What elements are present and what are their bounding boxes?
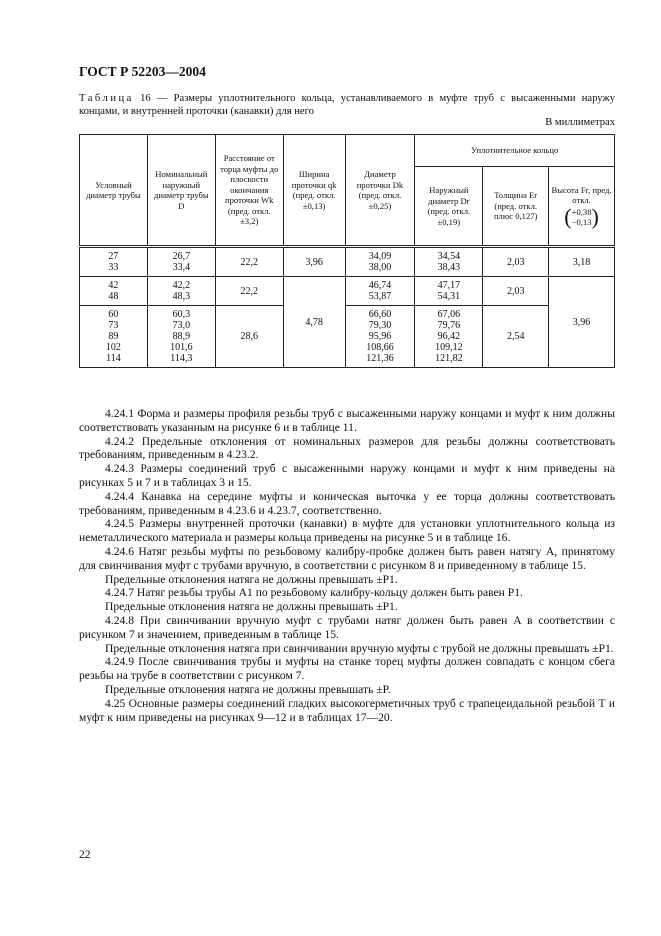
header-ring-height <box>549 167 615 247</box>
paragraph: 4.24.7 Натяг резьбы трубы A1 по резьбовому калибру-кольцу должен быть равен P1. <box>105 586 523 600</box>
cell-fr-group1: 3,18 <box>549 247 615 277</box>
cell-wk-group1: 22,2 <box>215 247 283 277</box>
paragraph: 4.24.5 Размеры внутренней проточки (канавки) в муфте для установки уплотнительного кольца из неметаллического материала и размеры кольца приведены на рисунке 5 и в таблице 16. <box>79 517 615 545</box>
cell-wk-group2: 22,2 <box>215 277 283 306</box>
header-ring-diameter: Наружный диаметр Dr (пред. откл. ±0,19) <box>415 167 483 247</box>
brace-left-icon: ( <box>564 203 572 229</box>
paragraph: 4.24.9 После свинчивания трубы и муфты на станке торец муфты должен совпадать с концом сбега резьбы на трубе в соответствии с рисунком 7. <box>79 655 615 683</box>
caption-text: — Размеры уплотнительного кольца, устанавливаемого в муфте труб с высаженными наружу концами, и внутренней проточки (канавки) для него <box>79 93 615 117</box>
table-row: 27 33 26,7 33,4 22,2 3,96 34,09 38,00 34,54 38,43 2,03 3,18 <box>80 247 615 277</box>
brace-right-icon: ) <box>591 203 599 229</box>
paragraph: 4.24.3 Размеры соединений труб с высаженными наружу концами и муфт к ним приведены на рисунках 5 и 7 и в таблицах 3 и 15. <box>79 462 615 489</box>
paragraph: 4.24.1 Форма и размеры профиля резьбы труб с высаженными наружу концами и муфт к ним должны соответствовать указанным на рисунке 6 и в таблице 11. <box>79 407 615 434</box>
caption-number: 16 <box>140 93 151 104</box>
header-ring-group: Уплотнительное кольцо <box>415 135 615 167</box>
cell-er-group2: 2,03 <box>483 277 549 306</box>
dimensions-table <box>79 134 615 368</box>
units-note: В миллиметрах <box>545 117 615 128</box>
height-tolerance: +0,38 −0,13 <box>571 206 592 227</box>
cell-wk-group3: 28,6 <box>215 306 283 368</box>
paragraph: Предельные отклонения натяга не должны превышать ±P1. <box>105 600 398 614</box>
table-row: 42 48 42,2 48,3 22,2 4,78 46,74 53,87 47,17 54,31 2,03 3,96 <box>80 277 615 306</box>
paragraph: Предельные отклонения натяга не должны превышать ±P. <box>105 682 391 696</box>
cell-er-group3: 2,54 <box>483 306 549 368</box>
header-groove-diameter: Диаметр проточки Dk (пред. откл. ±0,25) <box>345 135 415 247</box>
table-caption <box>79 92 615 118</box>
caption-label: Таблица <box>79 93 134 104</box>
header-groove-width: Ширина проточки qk (пред. откл. ±0,13) <box>283 135 345 247</box>
header-outer-diameter: Номинальный наружный диаметр трубы D <box>147 135 215 247</box>
body-text <box>79 407 615 724</box>
header-ring-height-label: Высота Fr, пред. откл. <box>551 184 612 205</box>
cell-qk-group1: 3,96 <box>283 247 345 277</box>
paragraph: 4.24.8 При свинчивании вручную муфт с трубами натяг должен быть равен A в соответствии с рисунком 7 и значением, приведенным в таблице 15. <box>79 613 615 641</box>
document-header: ГОСТ Р 52203—2004 <box>79 64 206 79</box>
page-number: 22 <box>79 848 91 861</box>
paragraph: Предельные отклонения натяга не должны превышать ±P1. <box>105 572 398 586</box>
table-row: 60 73 89 102 114 60,3 73,0 88,9 101,6 114,3 28,6 66,60 79,30 95,96 108,66 121,36 67,06 79,76 96,42 109,12 121,82 2,54 <box>80 306 615 368</box>
paragraph: 4.24.2 Предельные отклонения от номинальных размеров для резьбы должны соответствовать требованиям, приведенным в 4.23.2. <box>79 434 615 462</box>
cell-qk-group23: 4,78 <box>283 277 345 368</box>
cell-er-group1: 2,03 <box>483 247 549 277</box>
paragraph: Предельные отклонения натяга при свинчивании вручную муфты с трубой не должны превышать ±P1. <box>105 641 614 655</box>
paragraph: 4.24.4 Канавка на середине муфты и коническая выточка у ее торца должны соответствовать требованиям, приведенным в 4.23.6 и 4.23.7, соответственно. <box>79 489 615 517</box>
header-nominal-size: Условный диаметр трубы <box>80 135 148 247</box>
header-ring-thickness: Толщина Er (пред. откл. плюс 0,127) <box>483 167 549 247</box>
header-groove-distance: Расстояние от торца муфты до плоскости окончания проточки Wk (пред. откл. ±3,2) <box>215 135 283 247</box>
paragraph: 4.24.6 Натяг резьбы муфты по резьбовому калибру-пробке должен быть равен натягу A, принятому для свинчивания муфт с трубами вручную, в соответствии с рисунком 8 и приведенному в таблице 15. <box>79 544 615 572</box>
paragraph: 4.25 Основные размеры соединений гладких высокогерметичных труб с трапецеидальной резьбой Т и муфт к ним приведены на рисунках 9—12 и в таблицах 17—20. <box>79 696 615 724</box>
cell-fr-group23: 3,96 <box>549 277 615 368</box>
